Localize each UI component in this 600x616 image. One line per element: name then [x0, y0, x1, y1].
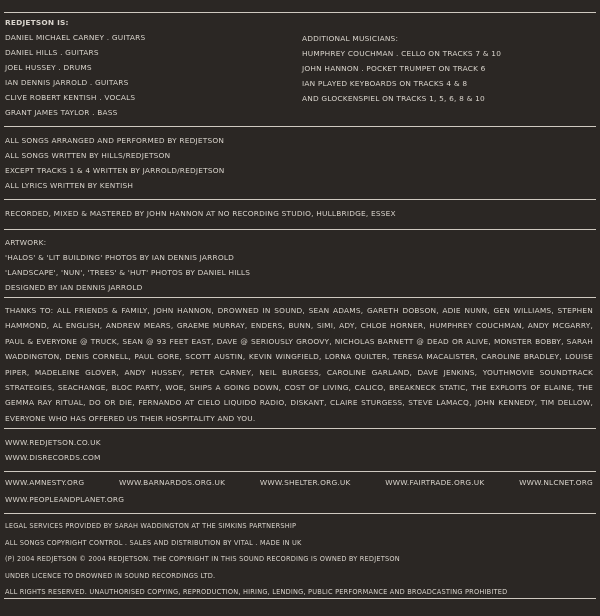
legal-line: UNDER LICENCE TO DROWNED IN SOUND RECORDINGS LTD.	[5, 571, 216, 580]
credits-section	[5, 133, 224, 193]
member-line: DANIEL MICHAEL CARNEY . GUITARS	[5, 33, 146, 42]
divider	[4, 471, 596, 472]
member-line: IAN DENNIS JARROLD . GUITARS	[5, 78, 129, 87]
credit-line: EXCEPT TRACKS 1 & 4 WRITTEN BY JARROLD/REDJETSON	[5, 166, 225, 175]
website-link[interactable]: WWW.DISRECORDS.COM	[5, 453, 101, 462]
artwork-line: DESIGNED BY IAN DENNIS JARROLD	[5, 283, 143, 292]
charity-link[interactable]: WWW.AMNESTY.ORG	[5, 478, 85, 487]
legal-section	[5, 518, 507, 601]
credit-line: ALL SONGS WRITTEN BY HILLS/REDJETSON	[5, 151, 171, 160]
divider	[4, 229, 596, 230]
recording-section	[5, 206, 396, 221]
divider	[4, 126, 596, 127]
band-title: REDJETSON IS:	[5, 18, 69, 27]
divider	[4, 598, 596, 599]
member-line: GRANT JAMES TAYLOR . BASS	[5, 108, 118, 117]
website-link[interactable]: WWW.REDJETSON.CO.UK	[5, 438, 101, 447]
credit-line: ALL LYRICS WRITTEN BY KENTISH	[5, 181, 134, 190]
artwork-title: ARTWORK:	[5, 238, 47, 247]
charity-link[interactable]: WWW.PEOPLEANDPLANET.ORG	[5, 495, 125, 504]
divider	[4, 12, 596, 13]
charity-link[interactable]: WWW.FAIRTRADE.ORG.UK	[385, 478, 485, 487]
charity-link[interactable]: WWW.BARNARDOS.ORG.UK	[118, 478, 226, 487]
artwork-section	[5, 235, 250, 295]
band-members-section	[5, 15, 145, 120]
member-line: DANIEL HILLS . GUITARS	[5, 48, 99, 57]
charity-link[interactable]: WWW.SHELTER.ORG.UK	[259, 478, 351, 487]
artwork-line: 'HALOS' & 'LIT BUILDING' PHOTOS BY IAN DENNIS JARROLD	[5, 253, 235, 262]
recorded-line: RECORDED, MIXED & MASTERED BY JOHN HANNON AT NO RECORDING STUDIO, HULLBRIDGE, ESSEX	[5, 209, 396, 218]
legal-line: LEGAL SERVICES PROVIDED BY SARAH WADDINGTON AT THE SIMKINS PARTNERSHIP	[5, 522, 297, 530]
member-line: CLIVE ROBERT KENTISH . VOCALS	[5, 93, 136, 102]
additional-line: IAN PLAYED KEYBOARDS ON TRACKS 4 & 8	[302, 79, 468, 88]
divider	[4, 513, 596, 514]
additional-line: AND GLOCKENSPIEL ON TRACKS 1, 5, 6, 8 & 10	[302, 94, 485, 103]
member-line: JOEL HUSSEY . DRUMS	[5, 63, 92, 72]
legal-line: ALL SONGS COPYRIGHT CONTROL . SALES AND DISTRIBUTION BY VITAL . MADE IN UK	[5, 538, 302, 547]
legal-line: ALL RIGHTS RESERVED. UNAUTHORISED COPYING, REPRODUCTION, HIRING, LENDING, PUBLIC PERFORMANCE AND BROADCASTING PROHIBITED	[5, 588, 508, 596]
charity-links-row	[5, 478, 593, 487]
additional-line: JOHN HANNON . POCKET TRUMPET ON TRACK 6	[302, 64, 486, 73]
legal-line: (P) 2004 REDJETSON © 2004 REDJETSON. THE COPYRIGHT IN THIS SOUND RECORDING IS OWNED BY REDJETSON	[5, 555, 400, 563]
additional-title: ADDITIONAL MUSICIANS:	[302, 34, 399, 43]
divider	[4, 428, 596, 429]
divider	[4, 199, 596, 200]
additional-line: HUMPHREY COUCHMAN . CELLO ON TRACKS 7 & 10	[302, 49, 502, 58]
additional-musicians-section	[302, 31, 501, 106]
charity-links-second-row	[5, 492, 124, 507]
websites-section	[5, 435, 101, 465]
divider	[4, 297, 596, 298]
artwork-line: 'LANDSCAPE', 'NUN', 'TREES' & 'HUT' PHOTOS BY DANIEL HILLS	[5, 268, 251, 277]
thanks-paragraph: THANKS TO: ALL FRIENDS & FAMILY, JOHN HANNON, DROWNED IN SOUND, SEAN ADAMS, GARETH DOBSON, ADIE NUNN, GEN WILLIAMS, STEPHEN HAMMOND, AL ENGLISH, ANDREW MEARS, GRAEME MURRAY, ENDERS, BUNN, SIMI, ADY, CHLOE HORNER, HUMPHREY COUCHMAN, ANDY MCGARRY, PAUL & EVERYONE @ TRUCK, SEAN @ 93 FEET EAST, DAVE @ SERIOUSLY GROOVY, NICHOLAS BARNETT @ DEAD OR ALIVE, MONSTER BOBBY, SARAH WADDINGTON, DENIS CORNELL, PAUL GORE, SCOTT AUSTIN, KEVIN WINGFIELD, LORNA QUILTER, TERESA MACALISTER, CAROLINE BRADLEY, LOUISE PIPER, MADELEINE GLOVER, ANDY HUSSEY, PETER CARNEY, NEIL BURGESS, CAROLINE GARLAND, DAVE JENKINS, YOUTHMOVIE SOUNDTRACK STRATEGIES, SEACHANGE, BLOC PARTY, WOE, SHIPS A GOING DOWN, COST OF LIVING, CALICO, BREAKNECK STATIC, THE EXPLOITS OF ELAINE, THE GEMMA RAY RITUAL, DO OR DIE, FERNANDO AT CIELO LIQUIDO RADIO, DISKANT, CLAIRE STURGESS, STEVE LAMACQ, JOHN KENNEDY, TIM DELLOW, EVERYONE WHO HAS OFFERED US THEIR HOSPITALITY AND YOU.	[5, 306, 593, 423]
credit-line: ALL SONGS ARRANGED AND PERFORMED BY REDJETSON	[5, 136, 225, 145]
charity-link[interactable]: WWW.NLCNET.ORG	[519, 478, 593, 487]
